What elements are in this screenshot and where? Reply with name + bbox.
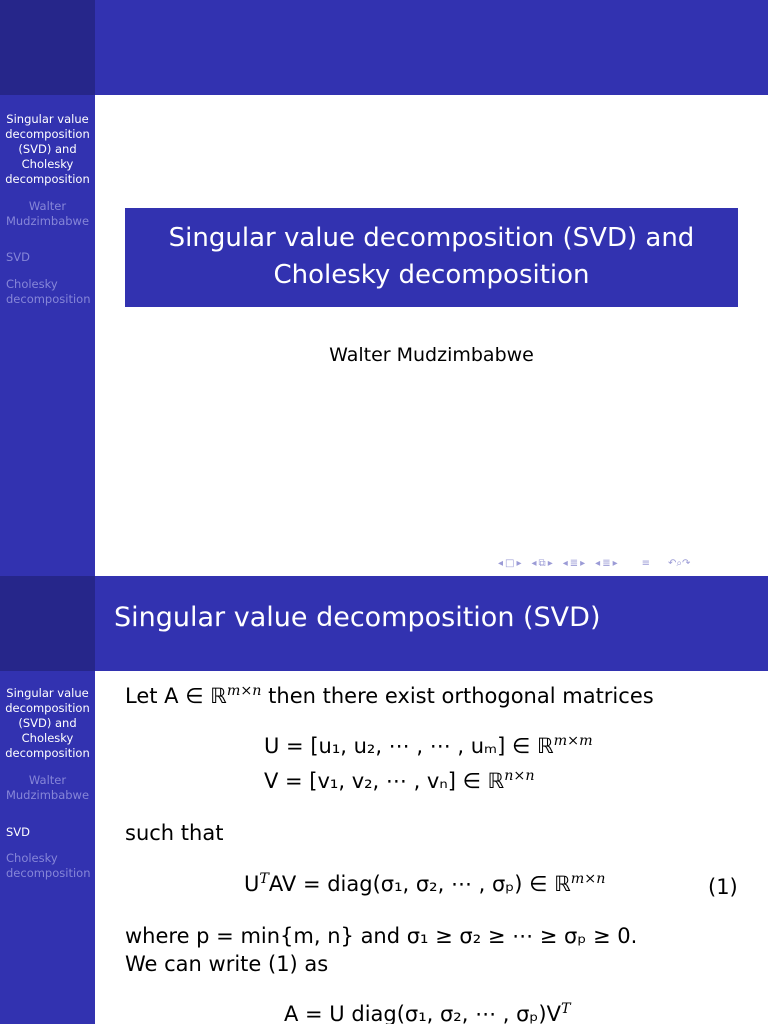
sidebar xyxy=(0,0,95,576)
title-line-1: Singular value decomposition (SVD) and xyxy=(168,223,695,253)
sidebar xyxy=(0,576,95,1024)
nav-section-icon[interactable]: ≣ xyxy=(602,557,611,569)
sidebar-title[interactable]: Singular value decomposition (SVD) and Cholesky decomposition xyxy=(5,686,90,760)
nav-left-arrow-icon[interactable]: ◂ xyxy=(562,557,568,569)
sidebar-header xyxy=(0,576,95,671)
equation-number: (1) xyxy=(708,875,738,899)
author-name: Walter Mudzimbabwe xyxy=(329,344,534,366)
equation-v: V = [v₁, v₂, ⋯ , vₙ] ∈ ℝ$^{n\times n}$ xyxy=(264,768,535,793)
svd-slide xyxy=(0,576,768,1024)
equation-1: $U^TAV$ = diag(σ₁, σ₂, ⋯ , σₚ) ∈ ℝ$^{m\times n}$ xyxy=(244,871,606,896)
where-text: where p = min{m, n} and σ₁ ≥ σ₂ ≥ ⋯ ≥ σₚ ≥ 0. xyxy=(125,924,638,948)
title-box xyxy=(125,208,738,307)
equation-u: U = [u₁, u₂, ⋯ , ⋯ , uₘ] ∈ ℝ$^{m\times m}$ xyxy=(264,733,593,758)
sidebar-item-cholesky[interactable]: Cholesky decomposition xyxy=(6,851,91,880)
nav-frame-icon[interactable]: □ xyxy=(505,557,515,569)
search-icon[interactable]: ↶⌕↷ xyxy=(668,557,691,569)
nav-right-arrow-icon[interactable]: ▸ xyxy=(516,557,522,569)
sidebar-item-svd[interactable]: SVD xyxy=(6,825,31,839)
sidebar-author[interactable]: Walter Mudzimbabwe xyxy=(5,199,90,228)
nav-right-arrow-icon[interactable]: ▸ xyxy=(612,557,618,569)
frame-title: Singular value decomposition (SVD) xyxy=(114,602,601,633)
equation-2: A = U diag(σ₁, σ₂, ⋯ , $\sigma_p)V^T$ xyxy=(284,1001,571,1024)
we-can-write-text: We can write (1) as xyxy=(125,952,329,976)
nav-left-arrow-icon[interactable]: ◂ xyxy=(531,557,537,569)
navigation-bar xyxy=(497,556,691,570)
nav-subsection-icon[interactable]: ⧉ xyxy=(538,557,546,569)
nav-section-icon[interactable]: ≣ xyxy=(569,557,579,569)
such-that-text: such that xyxy=(125,821,224,845)
sidebar-item-svd[interactable]: SVD xyxy=(6,250,31,264)
sidebar-header xyxy=(0,0,95,95)
nav-left-arrow-icon[interactable]: ◂ xyxy=(595,557,601,569)
nav-left-arrow-icon[interactable]: ◂ xyxy=(498,557,504,569)
nav-right-arrow-icon[interactable]: ▸ xyxy=(547,557,553,569)
intro-sentence: Let A ∈ ℝ$^{m\times n}$ then there exist orthogonal matrices xyxy=(125,683,654,708)
sidebar-author[interactable]: Walter Mudzimbabwe xyxy=(5,773,90,802)
title-line-2: Cholesky decomposition xyxy=(273,260,590,290)
sidebar-item-cholesky[interactable]: Cholesky decomposition xyxy=(6,277,91,306)
nav-right-arrow-icon[interactable]: ▸ xyxy=(580,557,586,569)
nav-align-icon[interactable]: ≡ xyxy=(641,557,651,569)
sidebar-title[interactable]: Singular value decomposition (SVD) and Cholesky decomposition xyxy=(5,112,90,186)
header-band xyxy=(95,0,768,95)
